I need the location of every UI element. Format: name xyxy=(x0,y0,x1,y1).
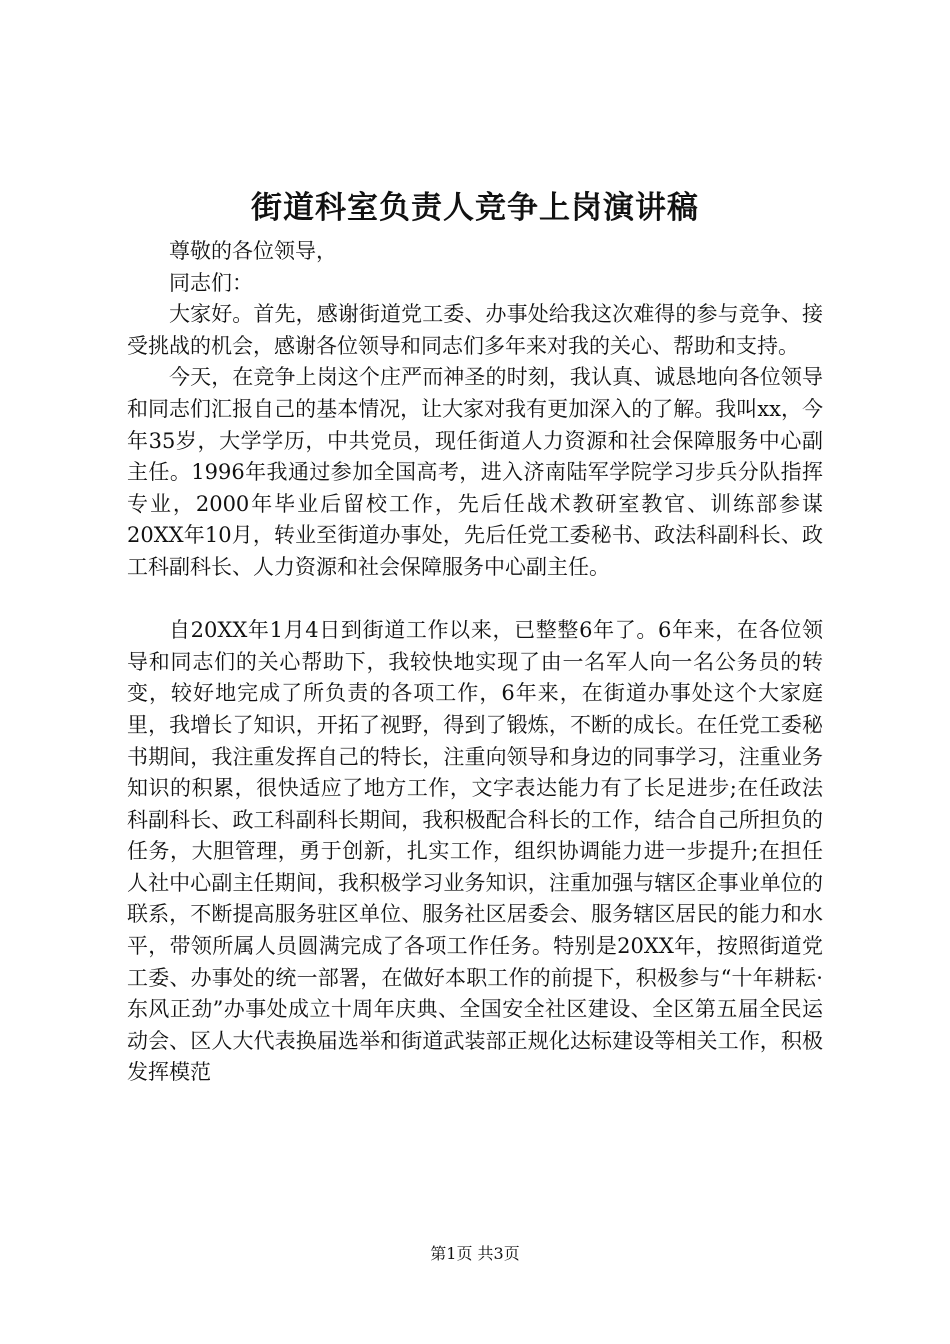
body-paragraph: 大家好。首先，感谢街道党工委、办事处给我这次难得的参与竞争、接受挑战的机会，感谢各位领导和同志们多年来对我的关心、帮助和支持。 xyxy=(127,302,823,358)
salutation-line: 尊敬的各位领导， xyxy=(169,239,337,263)
document-body xyxy=(127,236,823,1089)
document-title: 街道科室负责人竞争上岗演讲稿 xyxy=(251,190,699,226)
body-paragraph: 自20XX年1月4日到街道工作以来，已整整6年了。6年来，在各位领导和同志们的关心帮助下，我较快地实现了由一名军人向一名公务员的转变，较好地完成了所负责的各项工作，6年来，在街道办事处这个大家庭里，我增长了知识，开拓了视野，得到了锻炼，不断的成长。在任党工委秘书期间，我注重发挥自己的特长，注重向领导和身边的同事学习，注重业务知识的积累，很快适应了地方工作，文字表达能力有了长足进步;在任政法科副科长、政工科副科长期间，我积极配合科长的工作，结合自己所担负的任务，大胆管理，勇于创新，扎实工作，组织协调能力进一步提升;在担任人社中心副主任期间，我积极学习业务知识，注重加强与辖区企事业单位的联系，不断提高服务驻区单位、服务社区居委会、服务辖区居民的能力和水平，带领所属人员圆满完成了各项工作任务。特别是20XX年，按照街道党工委、办事处的统一部署，在做好本职工作的前提下，积极参与“十年耕耘·东风正劲”办事处成立十周年庆典、全国安全社区建设、全区第五届全民运动会、区人大代表换届选举和街道武装部正规化达标建设等相关工作，积极发挥模范 xyxy=(127,618,823,1085)
paragraph-spacer xyxy=(127,584,823,616)
body-paragraph: 今天，在竞争上岗这个庄严而神圣的时刻，我认真、诚恳地向各位领导和同志们汇报自己的基本情况，让大家对我有更加深入的了解。我叫xx，今年35岁，大学学历，中共党员，现任街道人力资源和社会保障服务中心副主任。1996年我通过参加全国高考，进入济南陆军学院学习步兵分队指挥专业，2000年毕业后留校工作，先后任战术教研室教官、训练部参谋20XX年10月，转业至街道办事处，先后任党工委秘书、政法科副科长、政工科副科长、人力资源和社会保障服务中心副主任。 xyxy=(127,365,823,579)
page-number: 第1页 共3页 xyxy=(430,1244,520,1263)
salutation-line: 同志们： xyxy=(169,270,253,295)
